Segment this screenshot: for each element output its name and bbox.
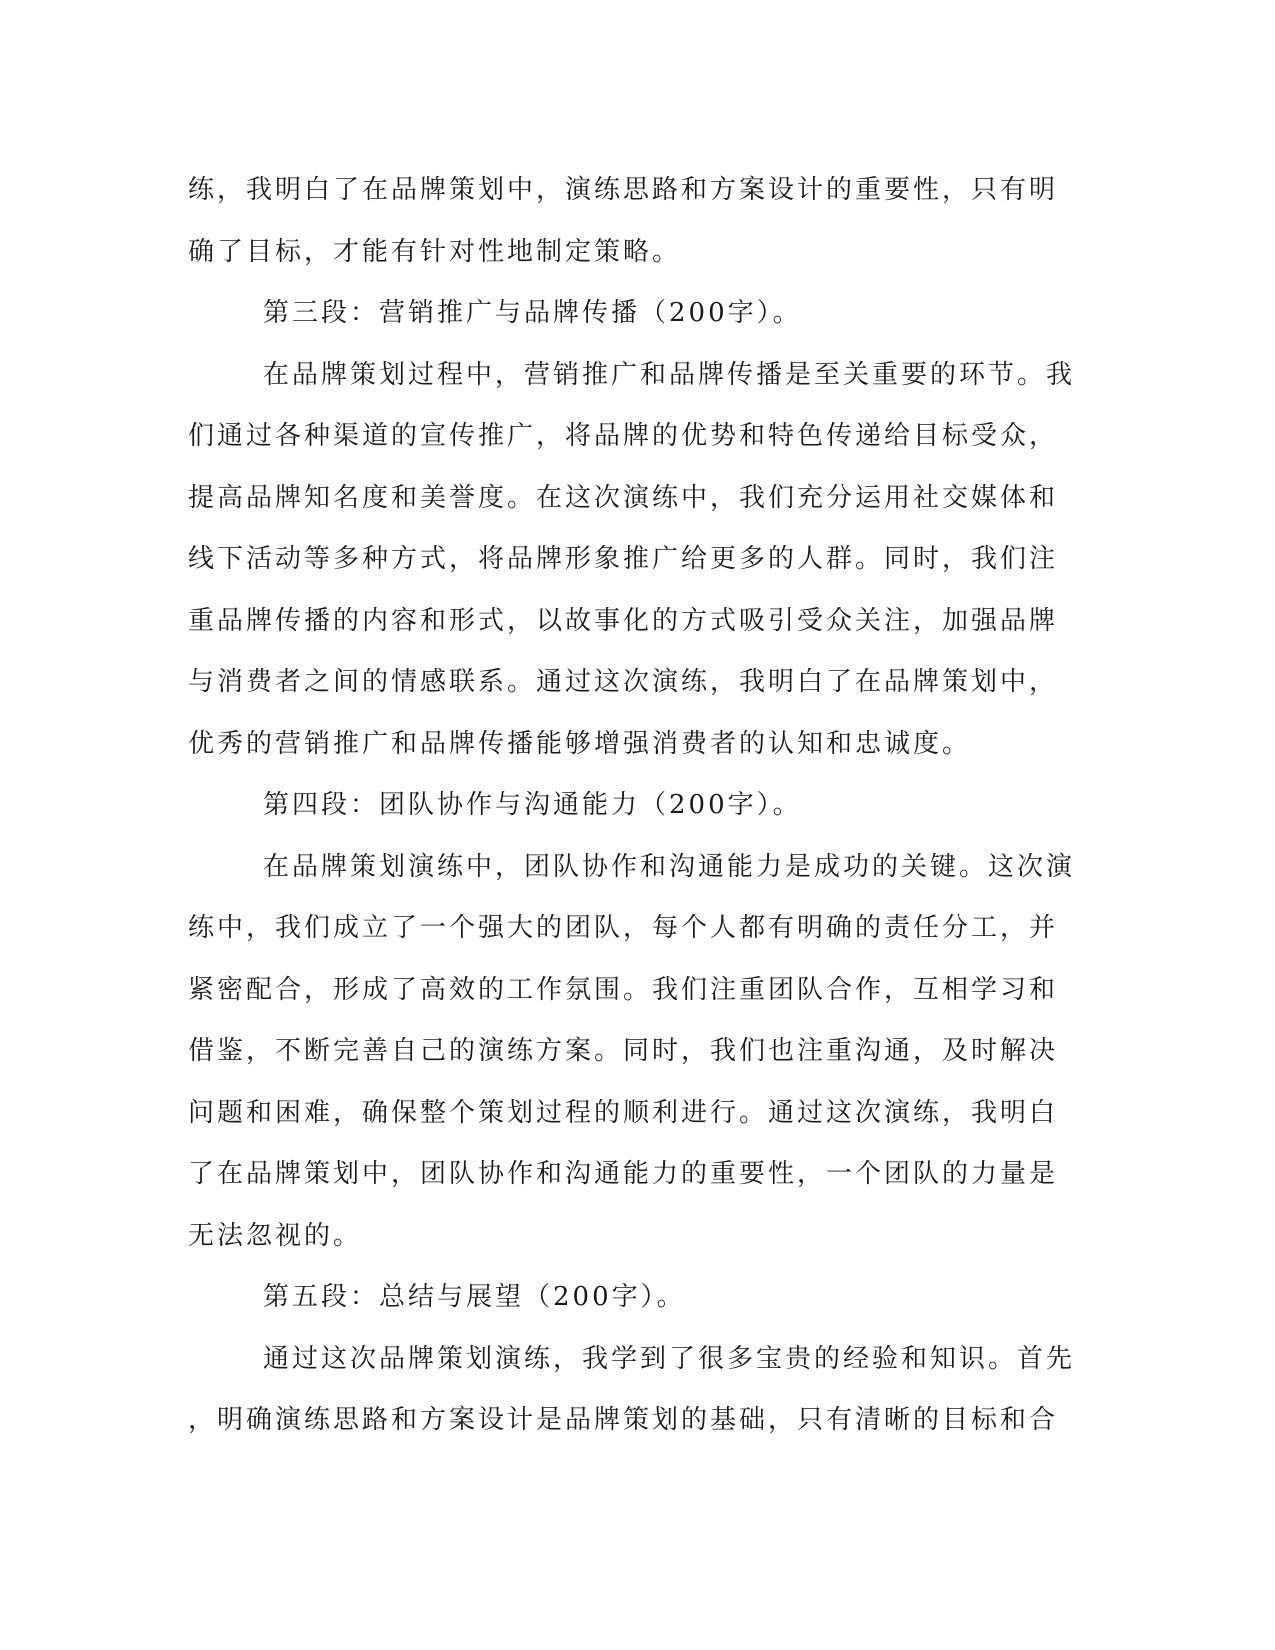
- section-heading-3: 第三段：营销推广与品牌传播（200字）。: [263, 298, 802, 328]
- section-heading-4: 第四段：团队协作与沟通能力（200字）。: [263, 790, 802, 820]
- text-line: 在品牌策划演练中，团队协作和沟通能力是成功的关键。这次演: [263, 851, 1076, 882]
- text-line: 线下活动等多种方式，将品牌形象推广给更多的人群。同时，我们注: [188, 544, 1059, 574]
- text-line: 通过这次品牌策划演练，我学到了很多宝贵的经验和知识。首先: [263, 1343, 1076, 1374]
- text-line: 与消费者之间的情感联系。通过这次演练，我明白了在品牌策划中，: [188, 667, 1059, 697]
- text-line: 们通过各种渠道的宣传推广，将品牌的优势和特色传递给目标受众，: [188, 421, 1059, 451]
- text-line: 无法忽视的。: [188, 1220, 363, 1251]
- section-heading-5: 第五段：总结与展望（200字）。: [263, 1282, 686, 1312]
- text-line: 在品牌策划过程中，营销推广和品牌传播是至关重要的环节。我: [263, 359, 1076, 390]
- document-body: [188, 160, 1076, 1452]
- text-line: 了在品牌策划中，团队协作和沟通能力的重要性，一个团队的力量是: [188, 1159, 1059, 1189]
- text-line: ，明确演练思路和方案设计是品牌策划的基础，只有清晰的目标和合: [188, 1405, 1059, 1435]
- text-line: 问题和困难，确保整个策划过程的顺利进行。通过这次演练，我明白: [188, 1097, 1059, 1128]
- text-line: 紧密配合，形成了高效的工作氛围。我们注重团队合作，互相学习和: [188, 974, 1059, 1005]
- text-line: 练中，我们成立了一个强大的团队，每个人都有明确的责任分工，并: [188, 913, 1059, 943]
- text-line: 借鉴，不断完善自己的演练方案。同时，我们也注重沟通，及时解决: [188, 1036, 1059, 1066]
- text-line: 优秀的营销推广和品牌传播能够增强消费者的认知和忠诚度。: [188, 728, 972, 759]
- text-line: 练，我明白了在品牌策划中，演练思路和方案设计的重要性，只有明: [188, 175, 1059, 205]
- text-line: 确了目标，才能有针对性地制定策略。: [188, 236, 682, 267]
- text-line: 重品牌传播的内容和形式，以故事化的方式吸引受众关注，加强品牌: [188, 605, 1059, 636]
- text-line: 提高品牌知名度和美誉度。在这次演练中，我们充分运用社交媒体和: [188, 482, 1059, 513]
